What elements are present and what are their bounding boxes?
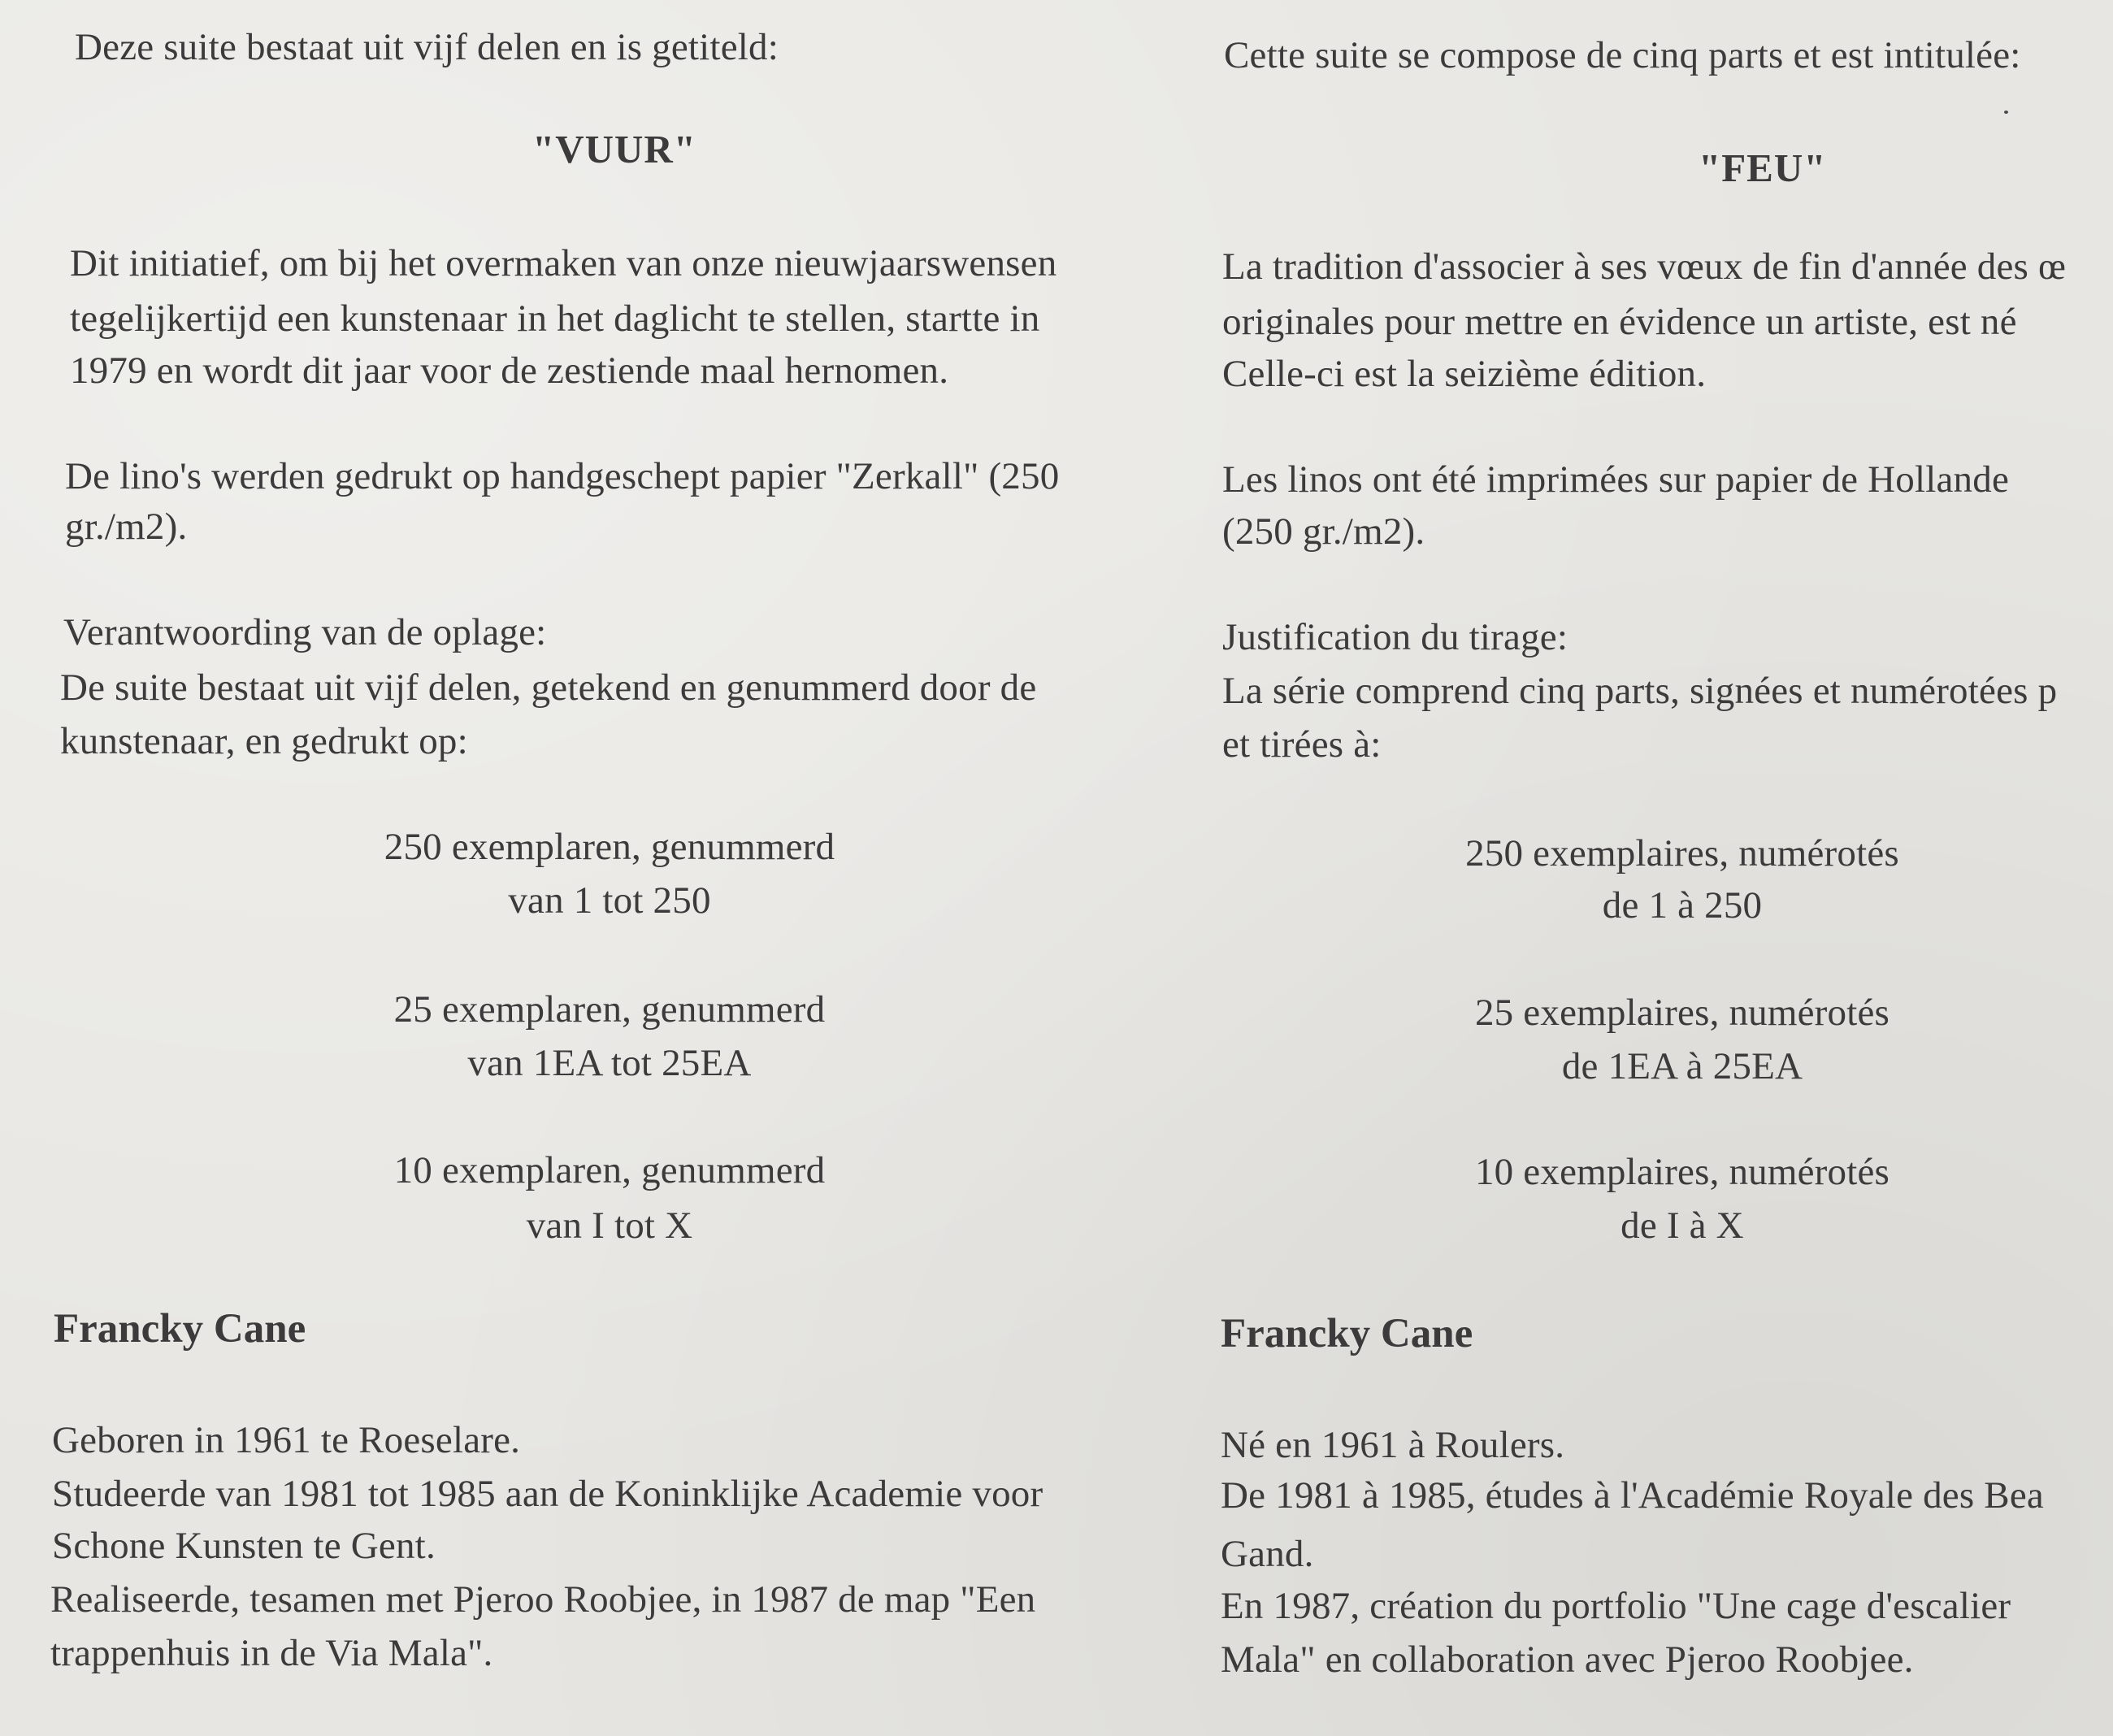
- french-edition-text-line-1: La série comprend cinq parts, signées et numérotées p: [1222, 670, 2058, 712]
- french-tradition-line-3: Celle-ci est la seizième édition.: [1222, 353, 1707, 395]
- dutch-paper-line-1: De lino's werden gedrukt op handgeschept papier "Zerkall" (250: [65, 455, 1060, 497]
- dutch-paper-line-2: gr./m2).: [65, 506, 188, 548]
- french-edition-1-range: de 1 à 250: [1602, 884, 1763, 927]
- french-edition-2-count: 25 exemplaires, numérotés: [1474, 992, 1890, 1034]
- dutch-artist-name: Francky Cane: [54, 1306, 306, 1352]
- french-artist-name: Francky Cane: [1221, 1311, 1473, 1356]
- french-edition-text-line-2: et tirées à:: [1222, 723, 1382, 766]
- dutch-edition-heading: Verantwoording van de oplage:: [63, 611, 547, 653]
- dutch-bio-line-1: Geboren in 1961 te Roeselare.: [52, 1419, 521, 1461]
- french-tradition-line-1: La tradition d'associer à ses vœux de fin d'année des œ: [1222, 245, 2067, 288]
- dutch-initiative-line-3: 1979 en wordt dit jaar voor de zestiende maal hernomen.: [70, 349, 949, 392]
- french-edition-3-range: de I à X: [1621, 1204, 1744, 1247]
- french-paper-line-1: Les linos ont été imprimées sur papier de Hollande: [1222, 458, 2010, 501]
- french-paper-line-2: (250 gr./m2).: [1222, 510, 1425, 553]
- french-edition-2-range: de 1EA à 25EA: [1561, 1045, 1803, 1087]
- dutch-intro: Deze suite bestaat uit vijf delen en is getiteld:: [75, 26, 779, 68]
- dutch-edition-2-count: 25 exemplaren, genummerd: [393, 988, 826, 1031]
- dutch-edition-3-count: 10 exemplaren, genummerd: [393, 1149, 826, 1191]
- dutch-edition-1-range: van 1 tot 250: [508, 879, 711, 922]
- dutch-edition-1-count: 250 exemplaren, genummerd: [384, 826, 835, 868]
- french-column: [1203, 0, 2113, 1736]
- french-edition-1-count: 250 exemplaires, numérotés: [1465, 832, 1899, 875]
- dutch-bio-line-4: Realiseerde, tesamen met Pjeroo Roobjee, in 1987 de map "Een: [50, 1578, 1036, 1621]
- dutch-edition-text-line-1: De suite bestaat uit vijf delen, getekend en genummerd door de: [60, 666, 1037, 709]
- dutch-bio-line-2: Studeerde van 1981 tot 1985 aan de Koninklijke Academie voor: [52, 1473, 1043, 1515]
- french-tradition-line-2: originales pour mettre en évidence un artiste, est né: [1222, 301, 2017, 343]
- dutch-edition-2-range: van 1EA tot 25EA: [467, 1042, 752, 1084]
- dutch-edition-3-range: van I tot X: [526, 1204, 693, 1247]
- french-bio-line-2: De 1981 à 1985, études à l'Académie Royale des Bea: [1221, 1474, 2044, 1517]
- dutch-initiative-line-1: Dit initiatief, om bij het overmaken van onze nieuwjaarswensen: [70, 242, 1057, 284]
- dutch-bio-line-5: trappenhuis in de Via Mala".: [50, 1632, 493, 1674]
- french-bio-line-5: Mala" en collaboration avec Pjeroo Roobjee.: [1221, 1638, 1914, 1681]
- french-bio-line-3: Gand.: [1221, 1533, 1314, 1575]
- french-edition-heading: Justification du tirage:: [1222, 616, 1568, 658]
- dutch-bio-line-3: Schone Kunsten te Gent.: [52, 1525, 436, 1567]
- dutch-edition-text-line-2: kunstenaar, en gedrukt op:: [60, 720, 468, 762]
- dutch-title: "VUUR": [532, 127, 696, 171]
- french-bio-line-4: En 1987, création du portfolio "Une cage d'escalier: [1221, 1585, 2011, 1627]
- french-intro: Cette suite se compose de cinq parts et est intitulée:: [1224, 34, 2021, 76]
- french-bio-line-1: Né en 1961 à Roulers.: [1221, 1424, 1565, 1466]
- french-title: "FEU": [1699, 145, 1827, 190]
- ink-speck: [2004, 111, 2008, 114]
- french-edition-3-count: 10 exemplaires, numérotés: [1474, 1151, 1890, 1193]
- dutch-initiative-line-2: tegelijkertijd een kunstenaar in het daglicht te stellen, startte in: [70, 297, 1040, 340]
